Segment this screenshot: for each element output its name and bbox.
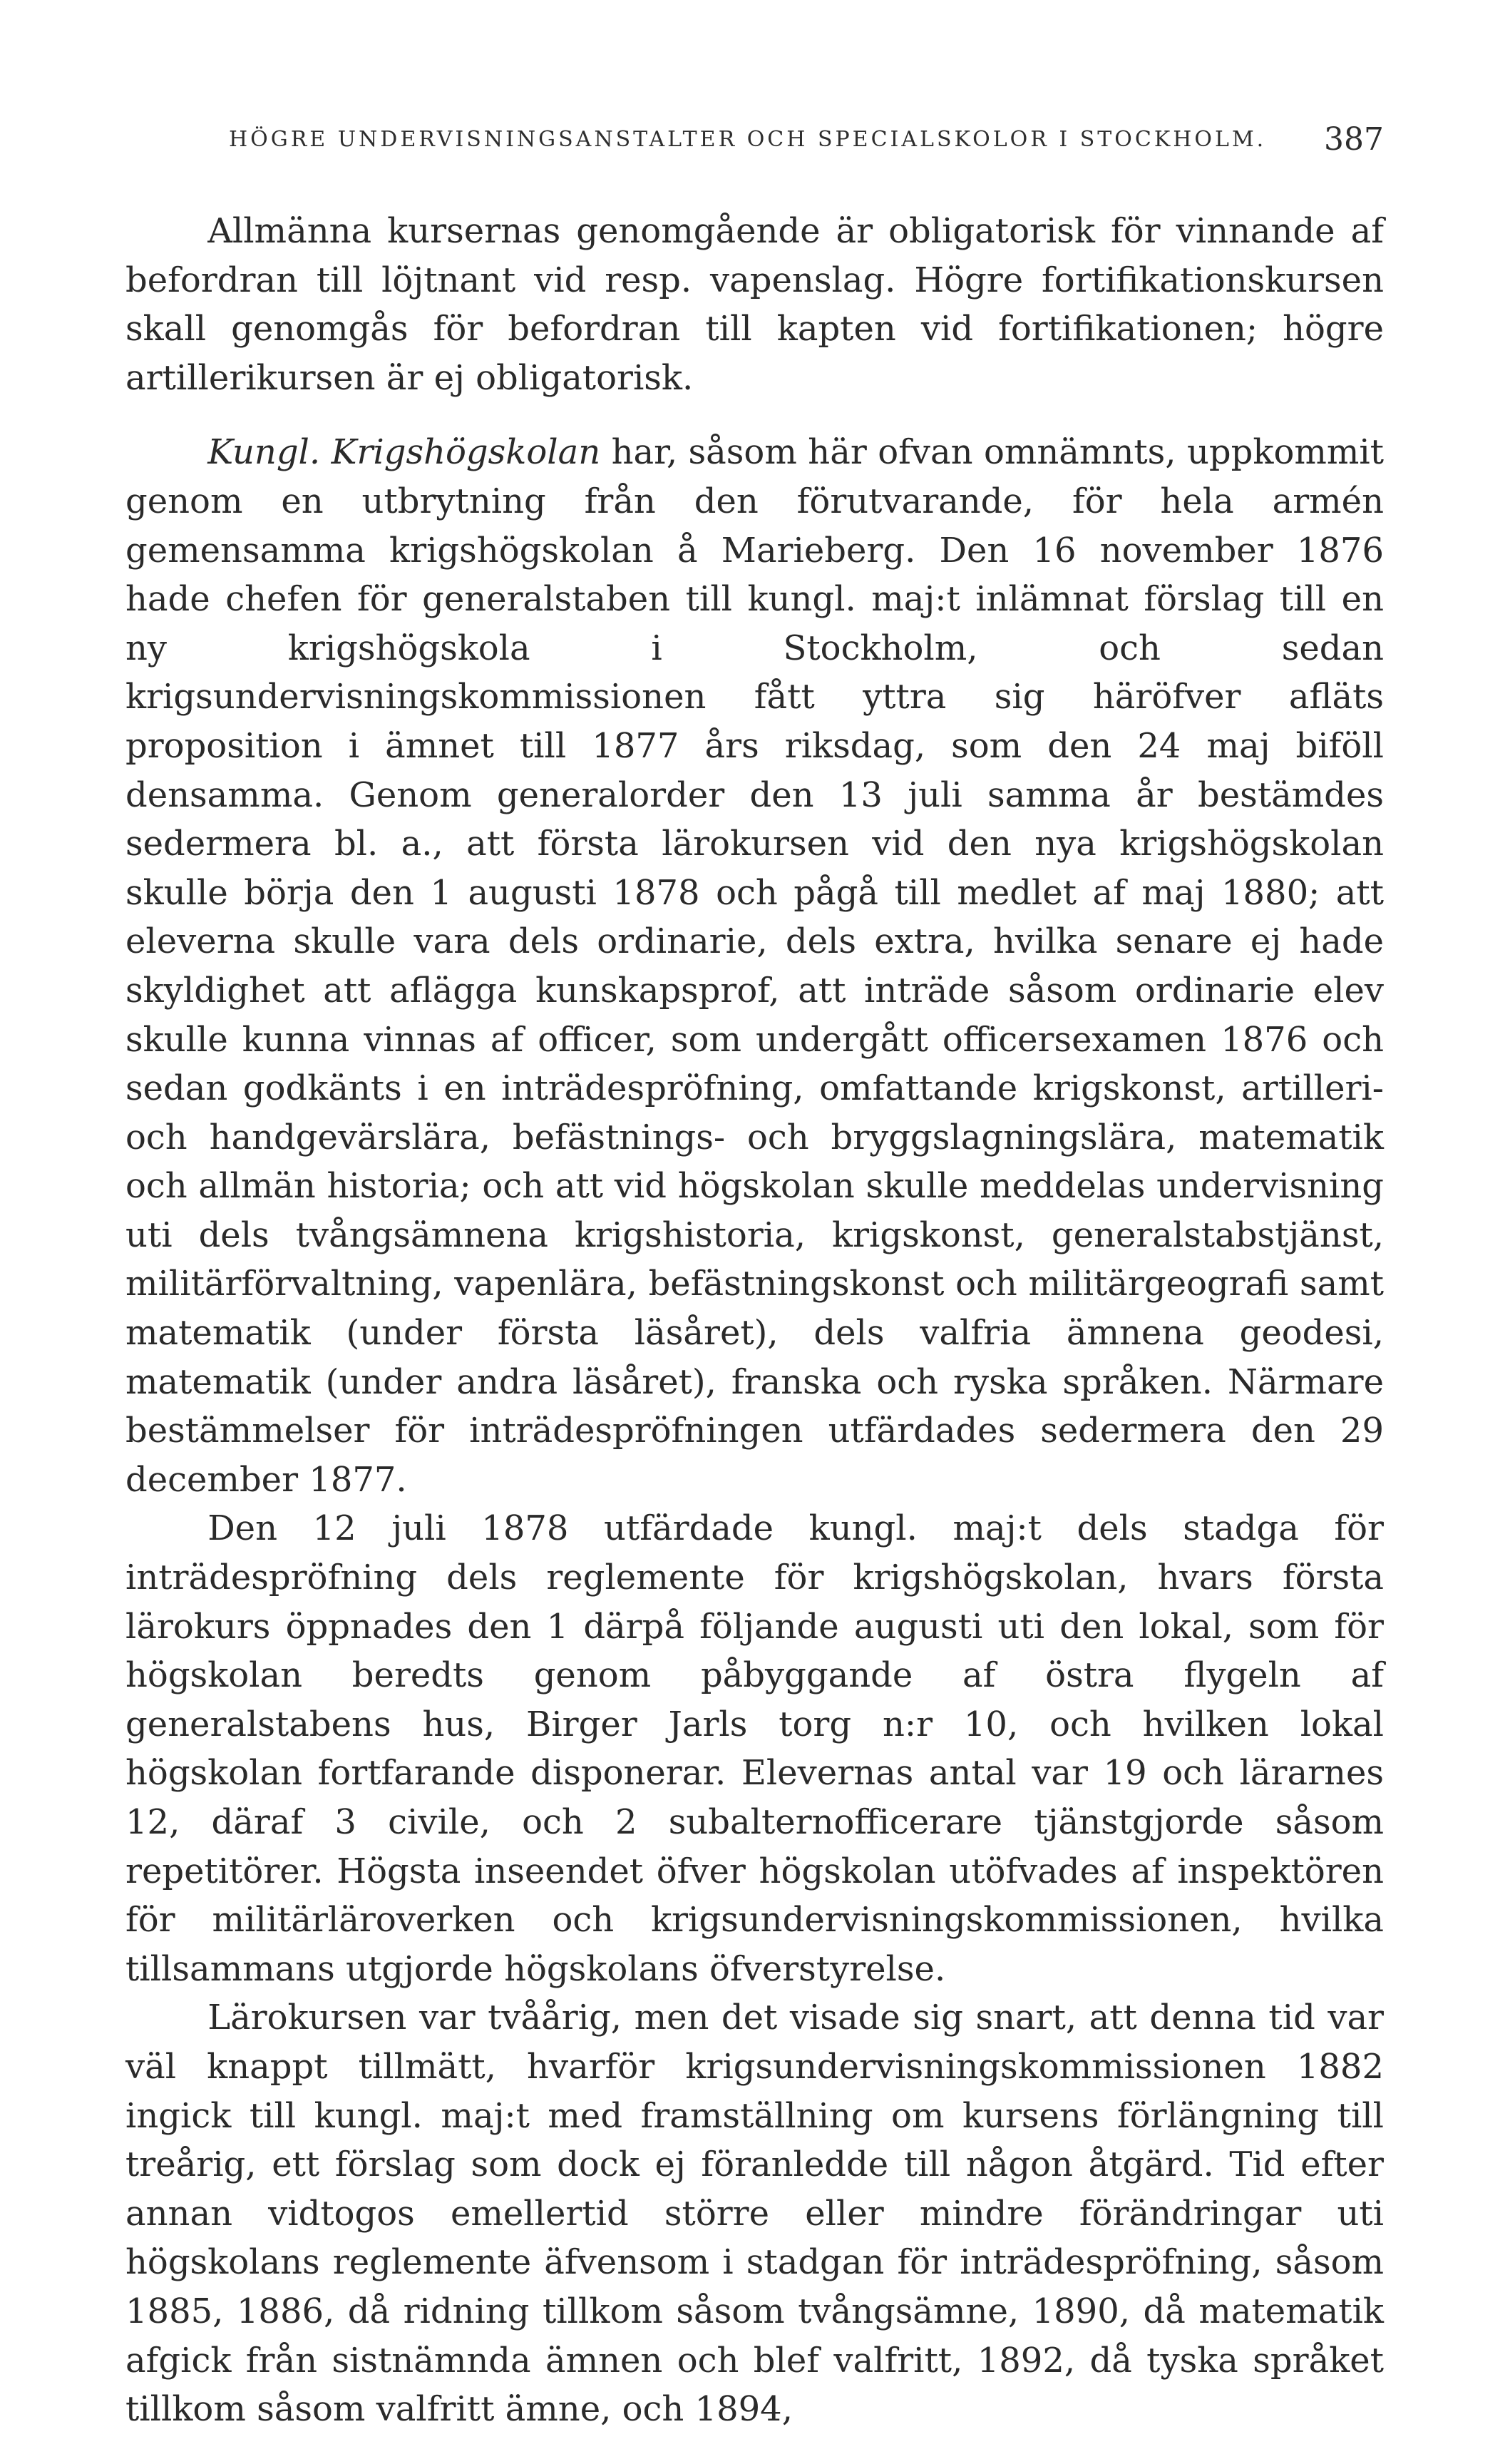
paragraph-4: Lärokursen var tvåårig, men det visade sig snart, att denna tid var väl knappt tillmätt, hvarför krigsundervisningskommissionen 1882 ingick till kungl. maj:t med framställning om kursens förlängning till treårig, ett förslag som dock ej föranledde till någon åtgärd. Tid efter annan vidtogos emellertid större eller mindre förändringar uti högskolans reglemente äfvensom i stadgan för inträdespröfning, såsom 1885, 1886, då ridning tillkom såsom tvångsämne, 1890, då matematik afgick från sistnämnda ämnen och blef valfritt, 1892, då tyska språket tillkom såsom valfritt ämne, och 1894, bbox=[125, 1998, 1384, 2430]
paragraph-2 bbox=[125, 428, 1384, 1504]
paragraph-1: Allmänna kursernas genomgående är obligatorisk för vinnande af befordran till löjtnant vid resp. vapenslag. Högre fortifikationskursen skall genomgås för befordran till kapten vid fortifikationen; högre artillerikursen är ej obligatorisk. bbox=[125, 211, 1384, 398]
paragraph-2-text: har, såsom här ofvan omnämnts, uppkommit genom en utbrytning från den förutvarande, för hela armén gemensamma krigshögskolan å Marieberg. Den 16 november 1876 hade chefen för generalstaben till kungl. maj:t inlämnat förslag till en ny krigshögskola i Stockholm, och sedan krigsundervisningskommissionen fått yttra sig häröfver afläts proposition i ämnet till 1877 års riksdag, som den 24 maj biföll densamma. Genom generalorder den 13 juli samma år bestämdes sedermera bl. a., att första lärokursen vid den nya krigshögskolan skulle börja den 1 augusti 1878 och pågå till medlet af maj 1880; att eleverna skulle vara dels ordinarie, dels extra, hvilka senare ej hade skyldighet att aflägga kunskapsprof, att inträde såsom ordinarie elev skulle kunna vinnas af officer, som undergått officersexamen 1876 och sedan godkänts i en inträdespröfning, omfattande krigskonst, artilleri- och handgevärslära, befästnings- och bryggslagningslära, matematik och allmän historia; och att vid högskolan skulle meddelas undervisning uti dels tvångsämnena krigshistoria, krigskonst, generalstabstjänst, militärförvaltning, vapenlära, befästningskonst och militärgeografi samt matematik (under första läsåret), dels valfria ämnena geodesi, matematik (under andra läsåret), franska och ryska språken. Närmare bestämmelser för inträdespröfningen utfärdades sedermera den 29 december 1877. bbox=[125, 432, 1385, 1500]
body-text bbox=[125, 207, 1384, 2434]
paragraph-3: Den 12 juli 1878 utfärdade kungl. maj:t dels stadga för inträdespröfning dels reglemente för krigshögskolan, hvars första lärokurs öppnades den 1 därpå följande augusti uti den lokal, som för högskolan beredts genom påbyggande af östra flygeln af generalstabens hus, Birger Jarls torg n:r 10, och hvilken lokal högskolan fortfarande disponerar. Elevernas antal var 19 och lärarnes 12, däraf 3 civile, och 2 subalternofficerare tjänstgjorde såsom repetitörer. Högsta inseendet öfver högskolan utöfvades af inspektören för militärläroverken och krigsundervisningskommissionen, hvilka tillsammans utgjorde högskolans öfverstyrelse. bbox=[125, 1508, 1384, 1989]
paragraph-lead-italic: Kungl. Krigshögskolan bbox=[207, 432, 601, 473]
section-gap bbox=[125, 402, 1384, 428]
page-number: 387 bbox=[1324, 121, 1384, 158]
running-title: HÖGRE UNDERVISNINGSANSTALTER OCH SPECIALSKOLOR I STOCKHOLM. bbox=[229, 127, 1267, 152]
running-head bbox=[125, 121, 1384, 164]
document-page bbox=[125, 121, 1384, 2434]
